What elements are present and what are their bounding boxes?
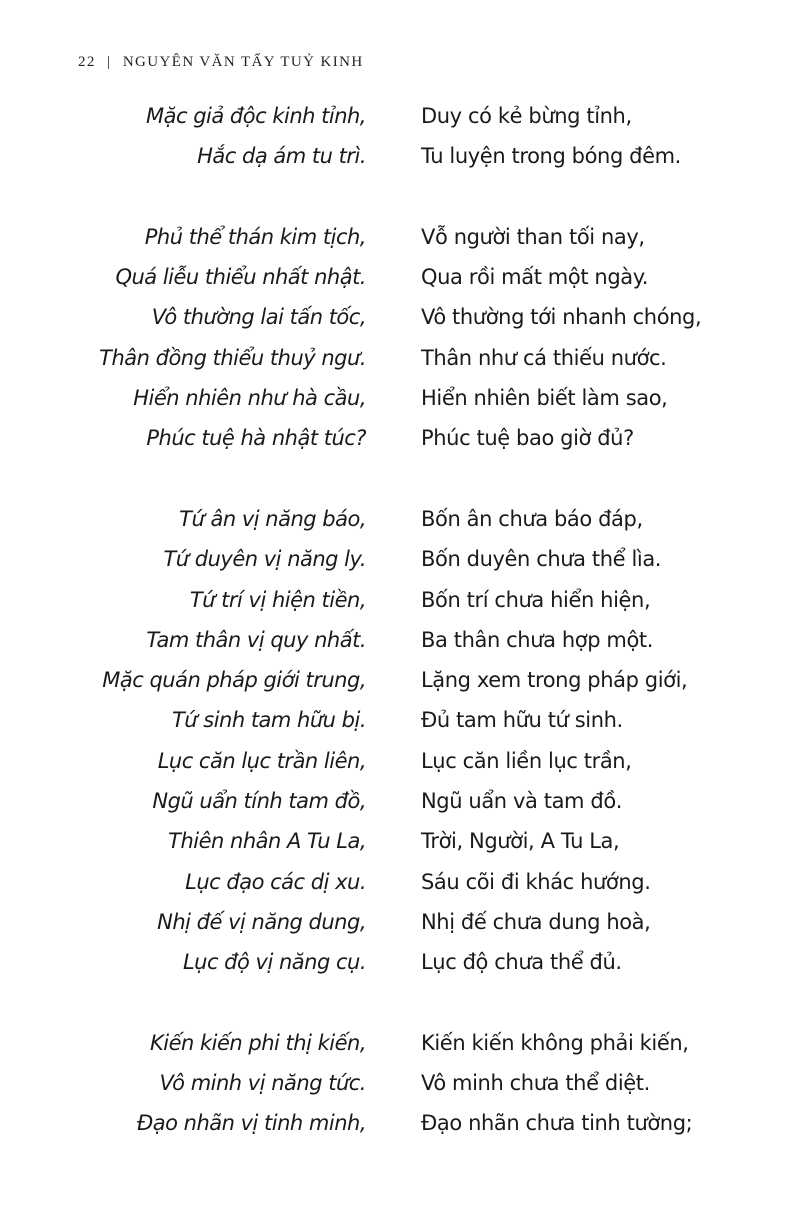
vietnamese-line: Vỗ người than tối nay,: [421, 224, 645, 249]
han-viet-line: Lục độ vị năng cụ.: [182, 950, 366, 975]
han-viet-line: Mặc quán pháp giới trung,: [102, 668, 366, 693]
verse-line: [0, 700, 797, 740]
vietnamese-line: Vô thường tới nhanh chóng,: [421, 305, 702, 330]
stanza-gap: [0, 177, 797, 217]
han-viet-line: Tứ duyên vị năng ly.: [163, 547, 366, 572]
verse-line: [0, 338, 797, 378]
han-viet-line: Mặc giả độc kinh tỉnh,: [146, 104, 366, 128]
han-viet-line: Tứ ân vị năng báo,: [179, 506, 366, 531]
verse-line: [0, 297, 797, 337]
vietnamese-line: Đạo nhãn chưa tinh tường;: [421, 1111, 693, 1136]
verse-line: [0, 902, 797, 942]
vietnamese-line: Kiến kiến không phải kiến,: [421, 1030, 689, 1055]
verse-line: [0, 378, 797, 418]
han-viet-line: Tứ sinh tam hữu bị.: [171, 708, 366, 733]
running-head-separator: |: [106, 53, 110, 70]
han-viet-line: Ngũ uẩn tính tam đồ,: [152, 789, 366, 814]
vietnamese-line: Phúc tuệ bao giờ đủ?: [421, 426, 634, 451]
vietnamese-line: Lục căn liền lục trần,: [421, 748, 632, 773]
vietnamese-line: Lục độ chưa thể đủ.: [421, 950, 622, 975]
verse-line: [0, 1103, 797, 1143]
verse-line: [0, 136, 797, 176]
han-viet-line: Hiển nhiên như hà cầu,: [133, 386, 366, 411]
verse-line: [0, 257, 797, 297]
verse-line: [0, 418, 797, 458]
han-viet-line: Vô thường lai tấn tốc,: [151, 305, 366, 330]
verse-line: [0, 620, 797, 660]
han-viet-line: Hắc dạ ám tu trì.: [197, 144, 366, 169]
vietnamese-line: Ngũ uẩn và tam đồ.: [421, 789, 623, 814]
book-title: NGUYÊN VĂN TẨY TUỶ KINH: [122, 53, 364, 70]
verse-line: [0, 741, 797, 781]
verse-line: [0, 821, 797, 861]
vietnamese-line: Duy có kẻ bừng tỉnh,: [421, 104, 632, 128]
han-viet-line: Phủ thể thán kim tịch,: [144, 224, 366, 249]
han-viet-line: Thiên nhân A Tu La,: [168, 829, 366, 854]
stanza-gap: [0, 983, 797, 1023]
verse-body: [0, 96, 797, 1144]
han-viet-line: Phúc tuệ hà nhật túc?: [146, 426, 366, 451]
vietnamese-line: Bốn duyên chưa thể lìa.: [421, 547, 662, 572]
han-viet-line: Tứ trí vị hiện tiền,: [189, 587, 366, 612]
verse-line: [0, 1063, 797, 1103]
verse-line: [0, 1023, 797, 1063]
verse-line: [0, 660, 797, 700]
vietnamese-line: Bốn trí chưa hiển hiện,: [421, 587, 651, 612]
vietnamese-line: Nhị đế chưa dung hoà,: [421, 909, 651, 934]
vietnamese-line: Thân như cá thiếu nước.: [421, 345, 667, 370]
vietnamese-line: Sáu cõi đi khác hướng.: [421, 869, 651, 894]
stanza-gap: [0, 459, 797, 499]
vietnamese-line: Lặng xem trong pháp giới,: [421, 668, 688, 693]
han-viet-line: Thân đồng thiểu thuỷ ngư.: [99, 345, 366, 370]
running-head: [78, 51, 364, 73]
vietnamese-line: Đủ tam hữu tứ sinh.: [421, 708, 623, 733]
vietnamese-line: Ba thân chưa hợp một.: [421, 627, 654, 652]
han-viet-line: Lục đạo các dị xu.: [185, 869, 366, 894]
han-viet-line: Đạo nhãn vị tinh minh,: [136, 1111, 366, 1136]
verse-line: [0, 217, 797, 257]
verse-line: [0, 96, 797, 136]
vietnamese-line: Tu luyện trong bóng đêm.: [421, 144, 681, 169]
vietnamese-line: Qua rồi mất một ngày.: [421, 265, 649, 290]
han-viet-line: Quá liễu thiểu nhất nhật.: [115, 265, 366, 290]
verse-line: [0, 942, 797, 982]
verse-line: [0, 862, 797, 902]
page-number: 22: [78, 53, 96, 70]
han-viet-line: Tam thân vị quy nhất.: [146, 627, 366, 652]
han-viet-line: Nhị đế vị năng dung,: [157, 909, 366, 934]
verse-line: [0, 781, 797, 821]
vietnamese-line: Hiển nhiên biết làm sao,: [421, 386, 668, 411]
han-viet-line: Vô minh vị năng tức.: [159, 1071, 366, 1096]
verse-line: [0, 580, 797, 620]
vietnamese-line: Bốn ân chưa báo đáp,: [421, 506, 643, 531]
verse-line: [0, 499, 797, 539]
verse-line: [0, 539, 797, 579]
han-viet-line: Lục căn lục trần liên,: [157, 748, 366, 773]
han-viet-line: Kiến kiến phi thị kiến,: [149, 1030, 366, 1055]
vietnamese-line: Trời, Người, A Tu La,: [421, 829, 620, 854]
vietnamese-line: Vô minh chưa thể diệt.: [421, 1071, 650, 1096]
